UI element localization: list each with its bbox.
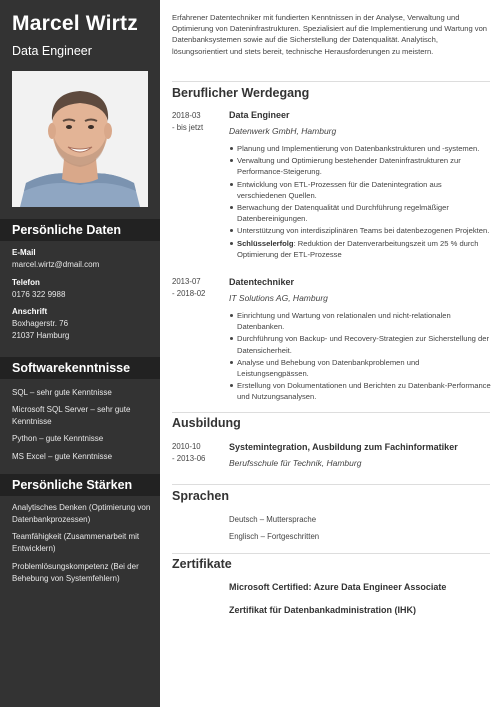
candidate-name: Marcel Wirtz (12, 12, 138, 35)
experience-heading: Beruflicher Werdegang (172, 86, 310, 100)
candidate-job-title: Data Engineer (12, 44, 92, 58)
job-date-from: 2018-03 (172, 111, 201, 120)
email-label: E-Mail (12, 248, 36, 257)
software-item: MS Excel – gute Kenntnisse (12, 452, 113, 461)
divider (172, 484, 490, 485)
job-date (172, 110, 224, 133)
strengths-heading: Persönliche Stärken (0, 474, 160, 496)
list-item: Berwachung der Datenqualität und Durchführung regelmäßiger Datenbereinigungen. (229, 202, 491, 224)
list-item: Durchführung von Backup- und Recovery-Strategien zur Sicherstellung der Datensicherheit. (229, 333, 491, 355)
language-item: Deutsch – Muttersprache (229, 515, 317, 524)
highlight-label: Schlüsselerfolg (237, 238, 294, 248)
education-heading: Ausbildung (172, 416, 241, 430)
sidebar (0, 0, 160, 707)
email-value[interactable]: marcel.wirtz@dmail.com (12, 260, 100, 269)
software-item: Python – gute Kenntnisse (12, 434, 104, 443)
education-title: Systemintegration, Ausbildung zum Fachinformatiker (229, 442, 458, 452)
address-line-2: 21037 Hamburg (12, 331, 70, 340)
job-date-from: 2013-07 (172, 277, 201, 286)
profile-photo (12, 71, 148, 207)
certificate-item: Zertifikat für Datenbankadministration (IHK) (229, 605, 417, 615)
job-date (172, 276, 224, 299)
list-item: Einrichtung und Wartung von relationalen und nicht-relationalen Datenbanken. (229, 310, 491, 332)
job-date-to: - 2018-02 (172, 288, 206, 298)
divider (172, 412, 490, 413)
software-item: Microsoft SQL Server – sehr gute Kenntnisse (12, 405, 131, 426)
language-item: Englisch – Fortgeschritten (229, 532, 320, 541)
strength-item: Analytisches Denken (Optimierung von Datenbankprozessen) (12, 503, 151, 524)
strength-item: Teamfähigkeit (Zusammenarbeit mit Entwicklern) (12, 532, 140, 553)
portrait-illustration (12, 71, 148, 207)
software-heading: Softwarekenntnisse (0, 357, 160, 379)
divider (172, 553, 490, 554)
list-item: Analyse und Behebung von Datenbankproblemen und Leistungsengpässen. (229, 357, 491, 379)
personal-data-heading: Persönliche Daten (0, 219, 160, 241)
highlight-text: : Reduktion der Datenverarbeitungszeit um 25 % durch Optimierung der ETL-Prozesse (237, 238, 479, 259)
list-item: Entwicklung von ETL-Prozessen für die Datenintegration aus verschiedenen Quellen. (229, 179, 491, 201)
job-employer: IT Solutions AG, Hamburg (229, 293, 328, 303)
phone-label: Telefon (12, 278, 40, 287)
software-item: SQL – sehr gute Kenntnisse (12, 388, 112, 397)
address-line-1: Boxhagerstr. 76 (12, 319, 69, 328)
profile-summary: Erfahrener Datentechniker mit fundierten Kenntnissen in der Analyse, Verwaltung und Optimierung von Dateninfrastrukturen. Spezialisiert auf die Implementierung und Wartung von Datenbanksystemen sowie auf die Sicherstellung der Datenqualität. Analytisch, lösungsorientiert und stets bereit, technische Herausforderungen zu meistern. (172, 13, 488, 56)
certificate-item: Microsoft Certified: Azure Data Engineer Associate (229, 582, 447, 592)
certificates-heading: Zertifikate (172, 557, 232, 571)
list-item: Verwaltung und Optimierung bestehender Dateninfrastrukturen zur Performance-Steigerung. (229, 155, 491, 177)
list-item: Planung und Implementierung von Datenbankstrukturen und -systemen. (229, 143, 491, 154)
education-school: Berufsschule für Technik, Hamburg (229, 458, 362, 468)
job-employer: Datenwerk GmbH, Hamburg (229, 126, 337, 136)
list-item: Unterstützung von interdisziplinären Teams bei datenbezogenen Projekten. (229, 225, 491, 236)
languages-heading: Sprachen (172, 489, 229, 503)
strength-item: Problemlösungskompetenz (Bei der Behebung von Systemfehlern) (12, 562, 139, 583)
divider (172, 81, 490, 82)
list-item: Erstellung von Dokumentationen und Berichten zu Datenbank-Performance und Nutzungsanalysen. (229, 380, 491, 402)
education-date-from: 2010-10 (172, 442, 201, 451)
education-date-to: - 2013-06 (172, 453, 206, 463)
main-content (160, 0, 500, 707)
job-date-to: - bis jetzt (172, 122, 204, 132)
job-title: Data Engineer (229, 110, 290, 120)
job-bullets (229, 143, 491, 261)
phone-value: 0176 322 9988 (12, 290, 66, 299)
job-bullets (229, 310, 491, 404)
list-item-highlight (229, 238, 491, 260)
address-label: Anschrift (12, 307, 48, 316)
education-date (172, 441, 224, 464)
job-title: Datentechniker (229, 277, 295, 287)
